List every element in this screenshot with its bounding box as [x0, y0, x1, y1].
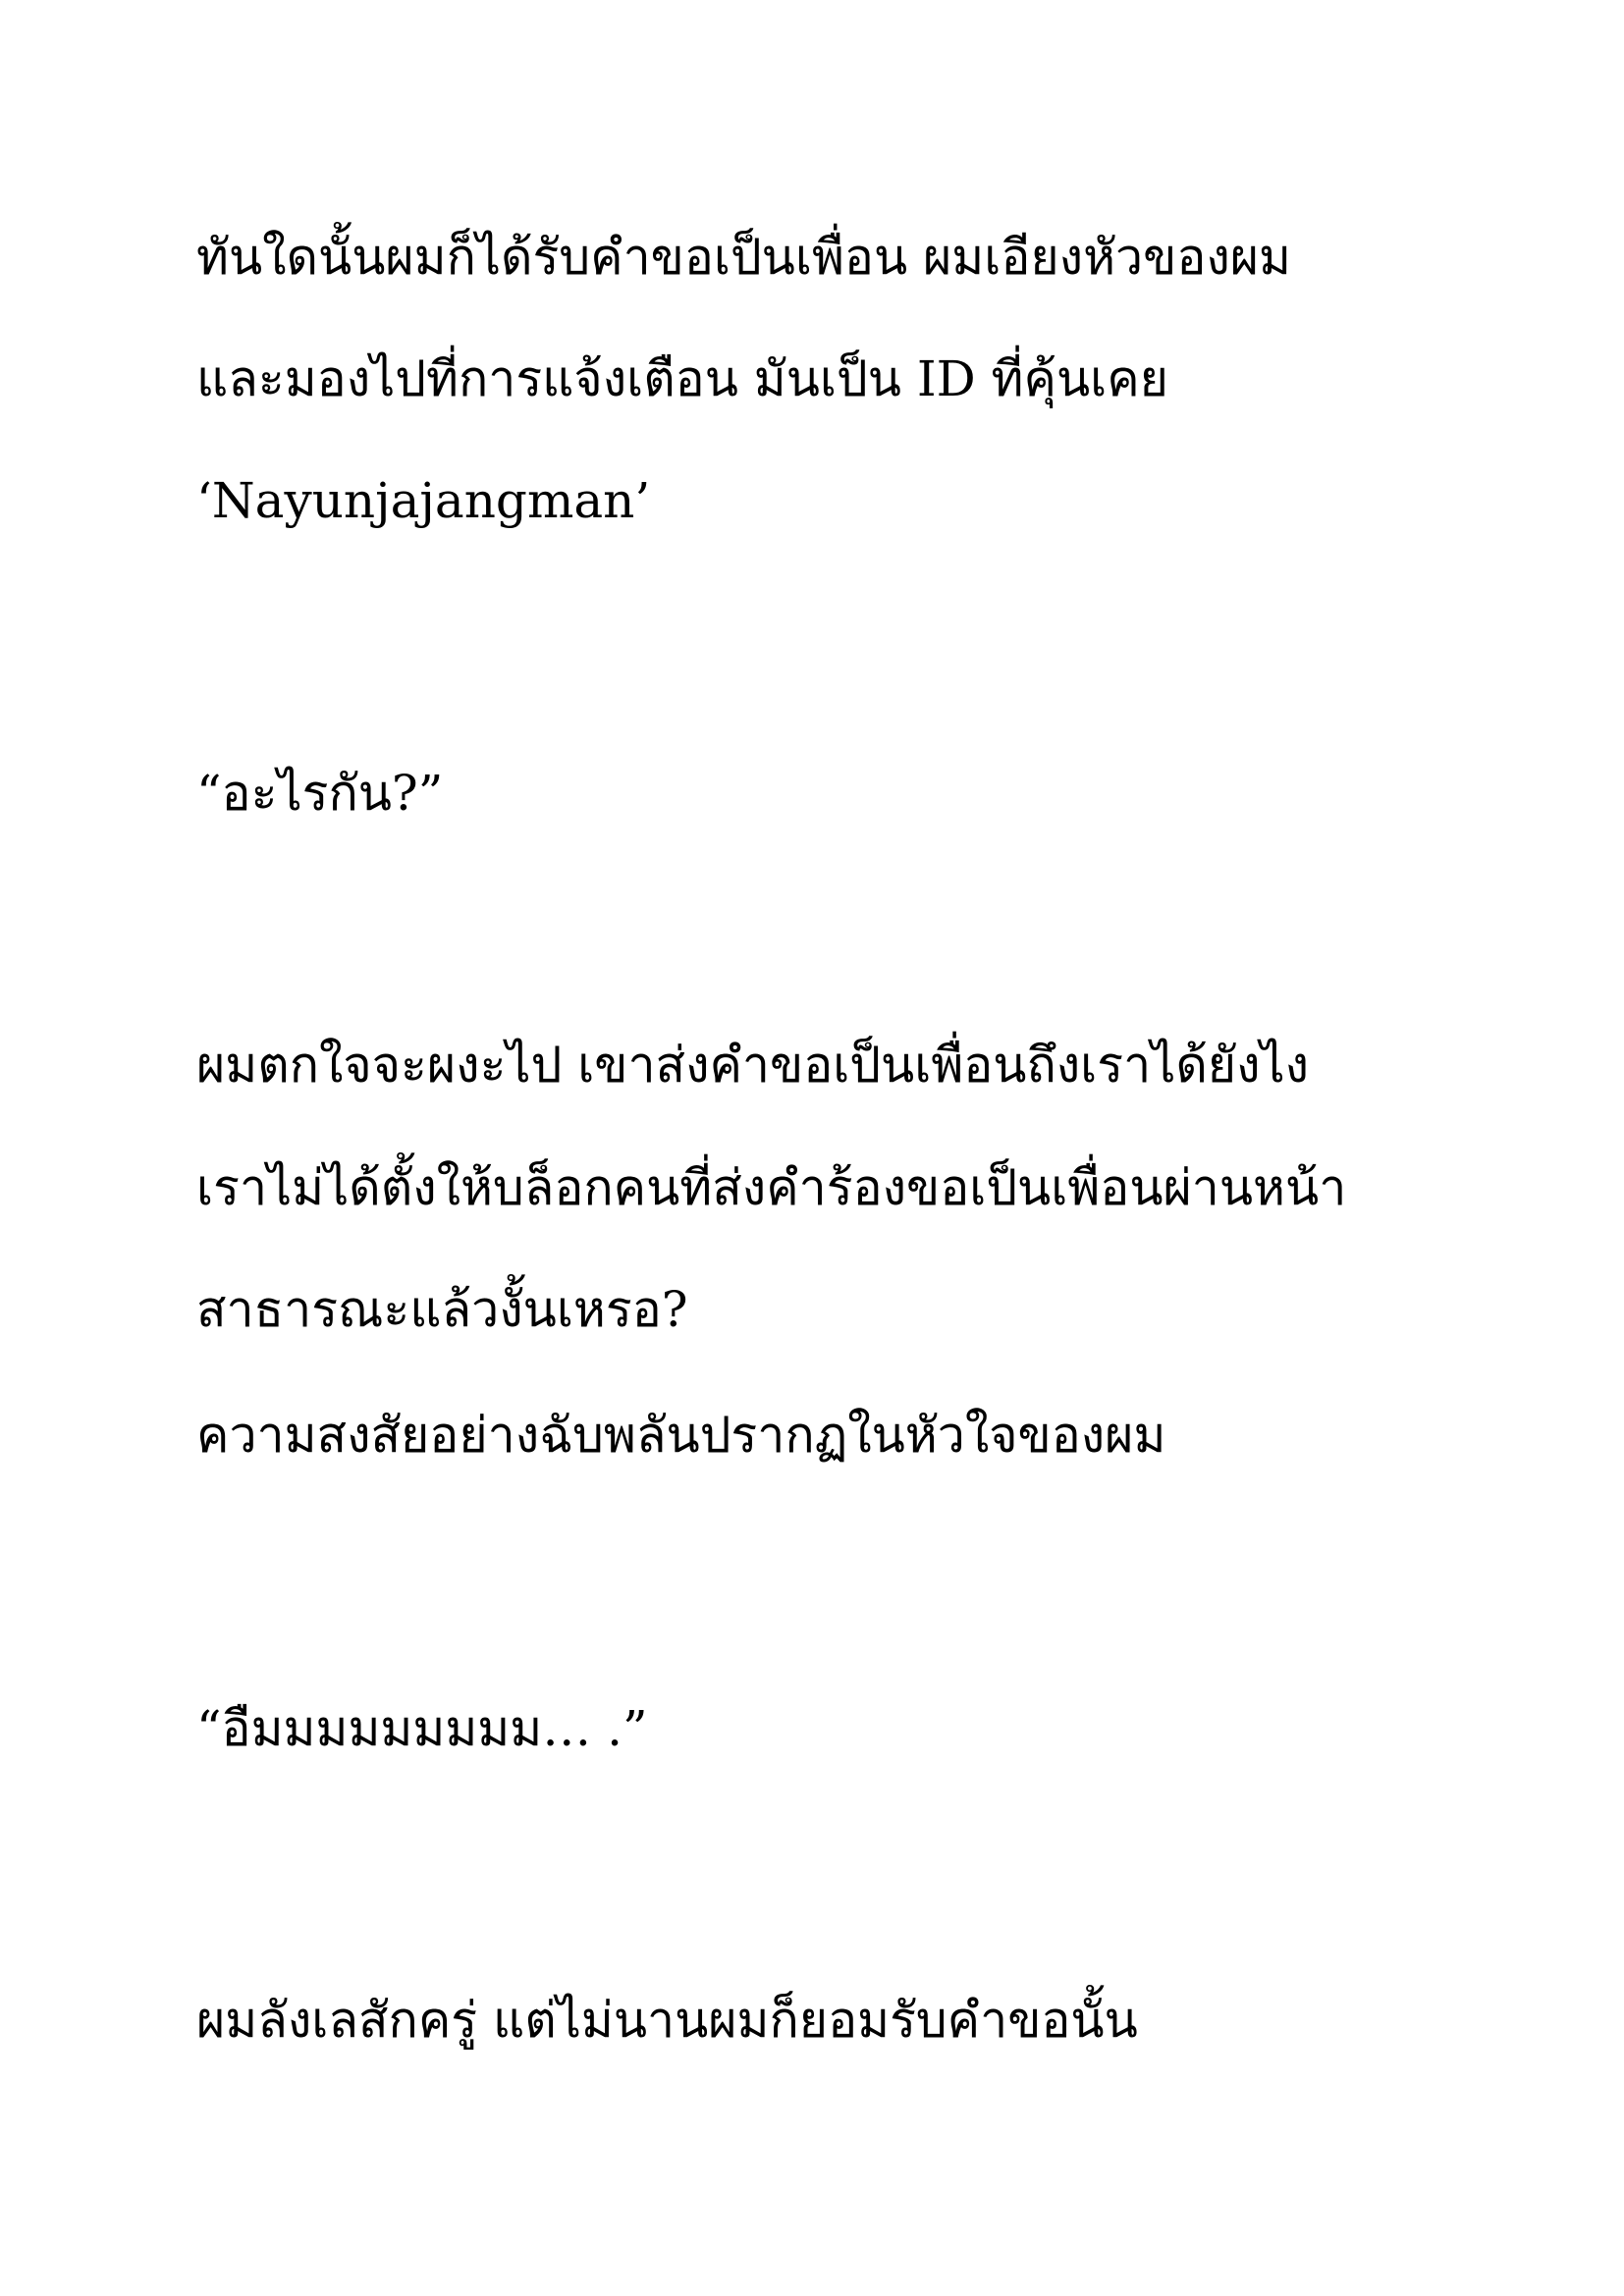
paragraph-2-line-3: สาธารณะแล้วงั้นเหรอ? — [196, 1281, 688, 1338]
paragraph-1-line-3: ‘Nayunjajangman’ — [196, 472, 651, 529]
paragraph-2-line-1: ผมตกใจจะผงะไป เขาส่งคำขอเป็นเพื่อนถึงเราได้ยังไง — [196, 1037, 1310, 1094]
paragraph-1-line-2: และมองไปที่การแจ้งเตือน มันเป็น ID ที่คุ้นเคย — [196, 350, 1168, 407]
dialogue-1: “อะไรกัน?” — [196, 765, 444, 822]
paragraph-1-line-1: ทันใดนั้นผมก็ได้รับคำขอเป็นเพื่อน ผมเอียงหัวของผม — [196, 229, 1292, 286]
paragraph-2-line-4: ความสงสัยอย่างฉับพลันปรากฏในหัวใจของผม — [196, 1407, 1166, 1464]
paragraph-2-line-2: เราไม่ได้ตั้งให้บล็อกคนที่ส่งคำร้องขอเป็นเพื่อนผ่านหน้า — [196, 1159, 1347, 1216]
dialogue-2: “อืมมมมมมมมม… .” — [196, 1700, 648, 1757]
paragraph-3-line-1: ผมลังเลสักครู่ แต่ไม่นานผมก็ยอมรับคำขอนั้น — [196, 1992, 1138, 2049]
